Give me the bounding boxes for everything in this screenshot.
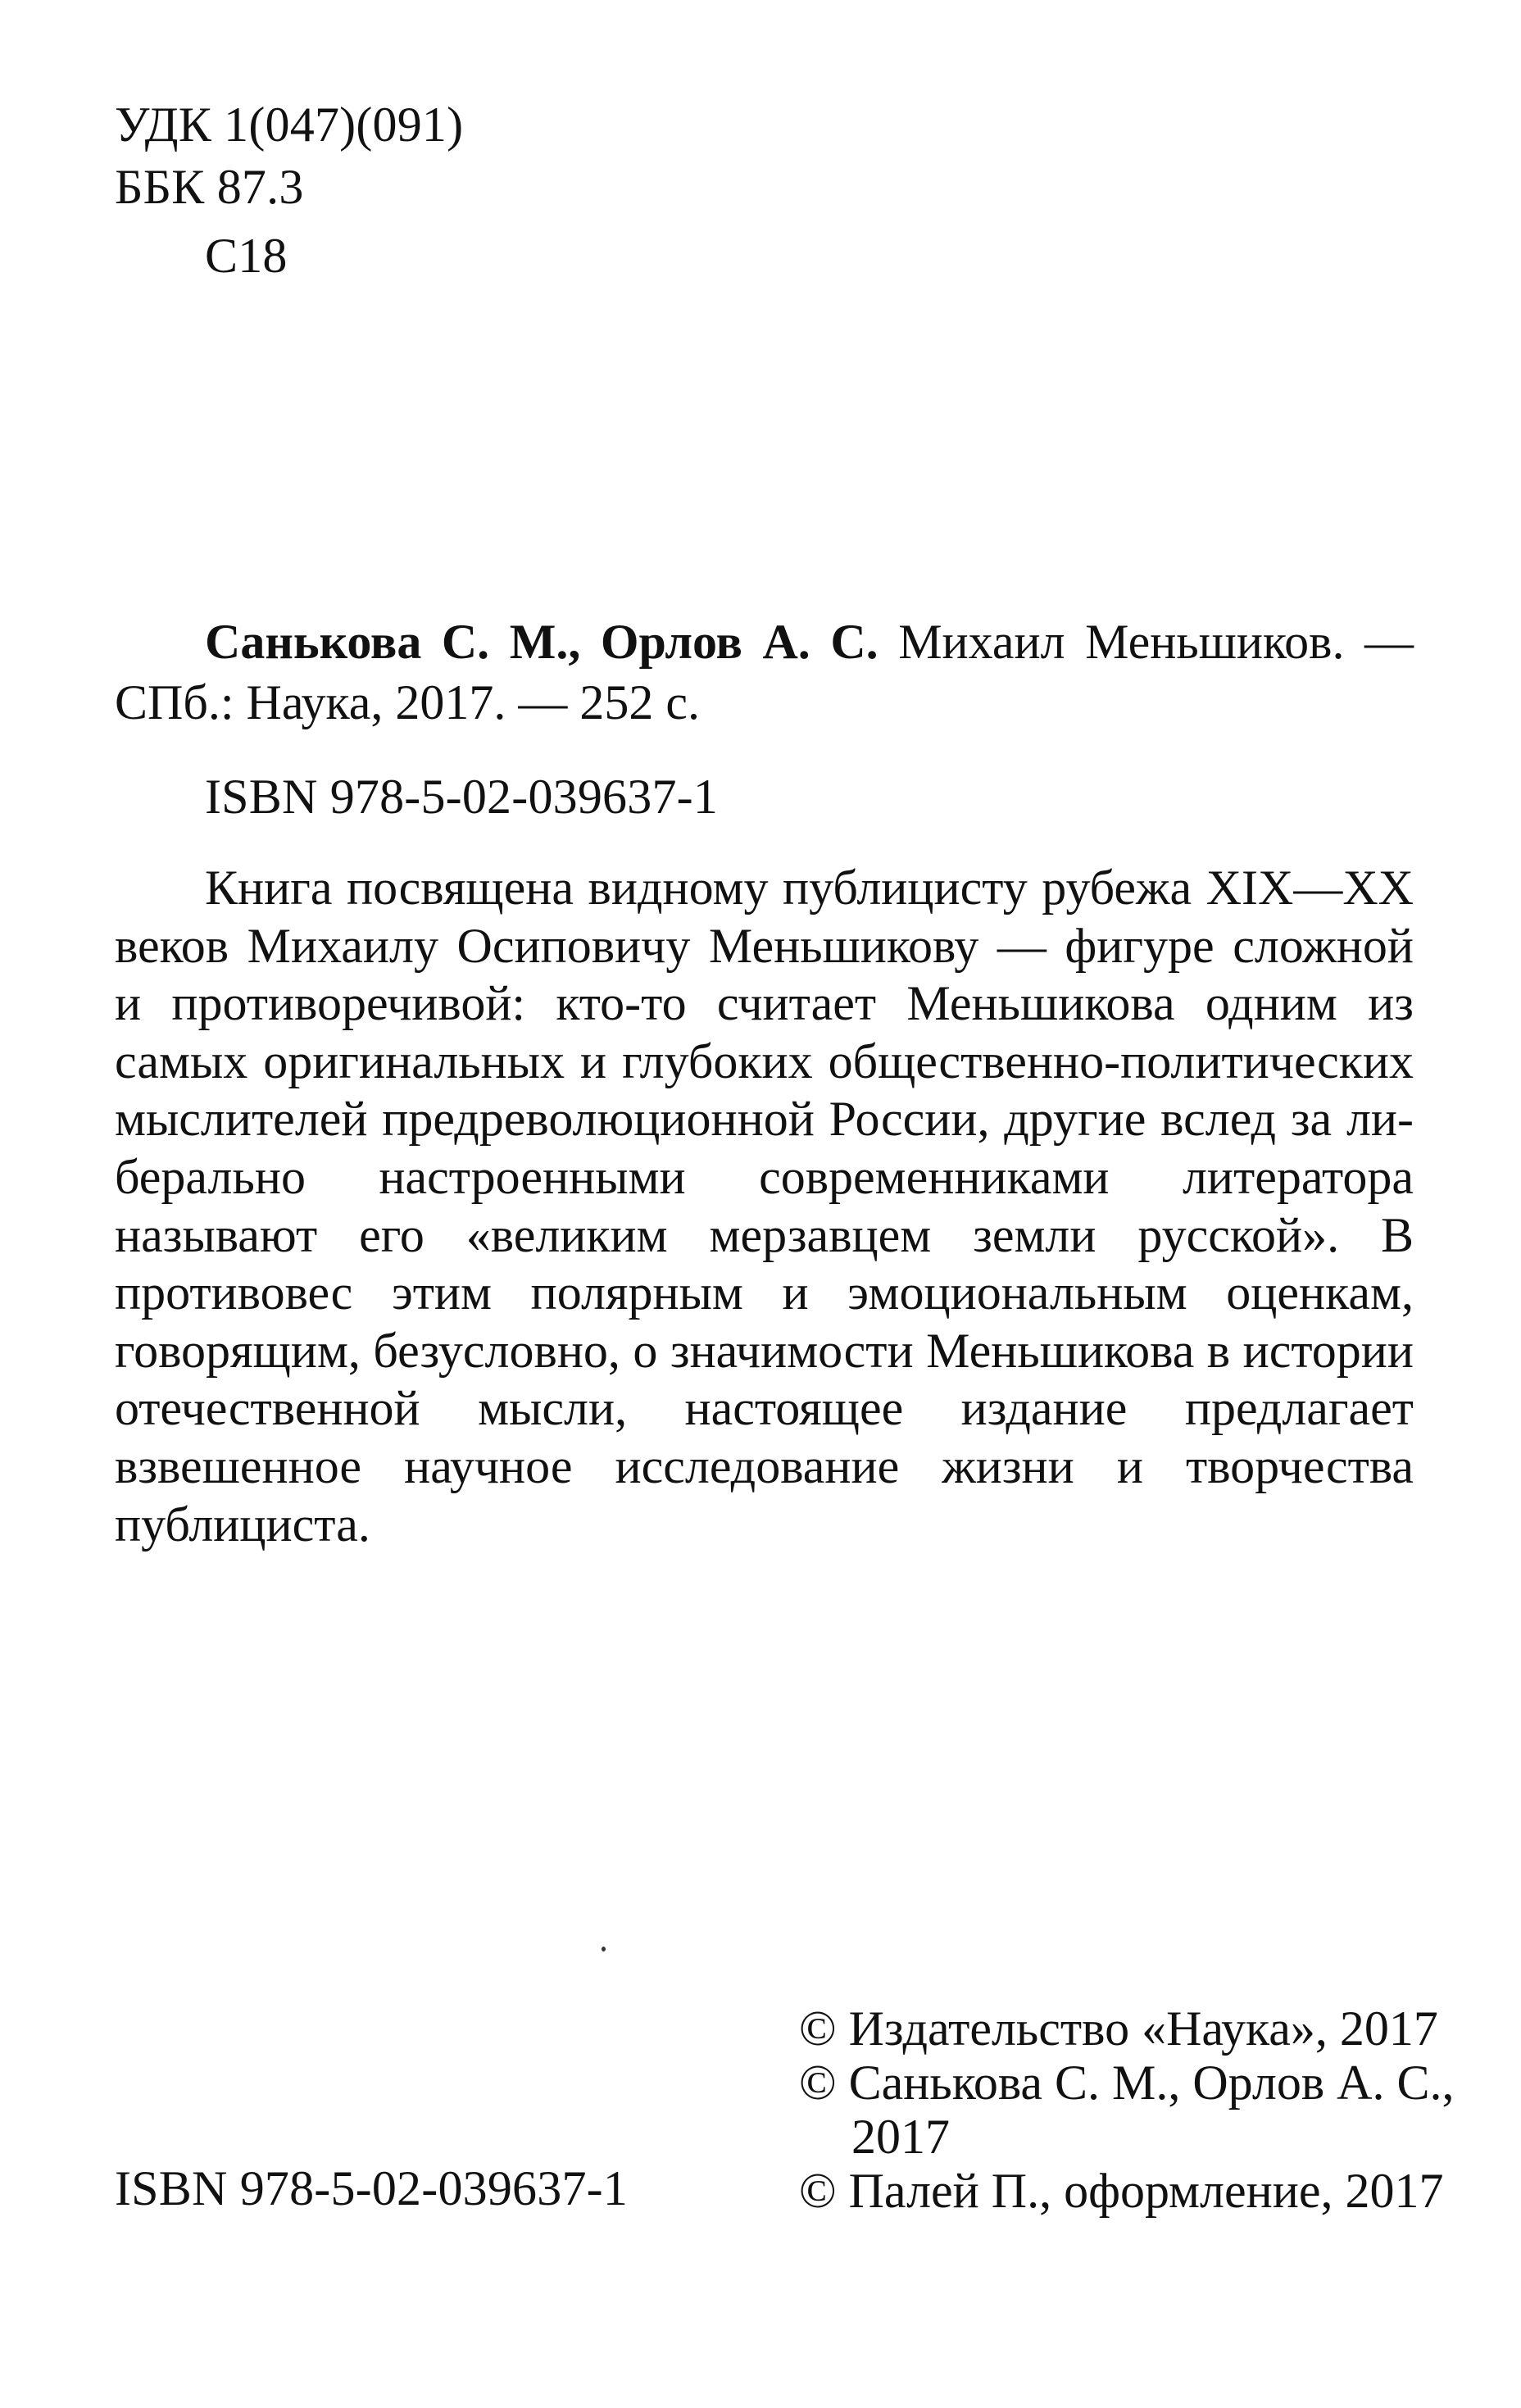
copyright-publisher: © Издательство «Наука», 2017 bbox=[799, 2001, 1438, 2056]
copyright-design: © Палей П., оформление, 2017 bbox=[799, 2164, 1444, 2218]
author-mark: С18 bbox=[205, 229, 288, 283]
isbn-top: ISBN 978-5-02-039637-1 bbox=[205, 770, 719, 824]
bibliographic-line-2: СПб.: Наука, 2017. — 252 с. bbox=[115, 675, 700, 729]
book-title: Михаил Меньшиков. — bbox=[878, 615, 1414, 669]
isbn-bottom: ISBN 978-5-02-039637-1 bbox=[115, 2161, 629, 2215]
bibliographic-line-1 bbox=[115, 611, 1414, 672]
bbk-code: ББК 87.3 bbox=[115, 160, 304, 214]
abstract-paragraph: Книга посвящена видному публицисту рубежа XIX—XX веков Михаилу Осиповичу Меньшикову — фигуре сложной и противоречивой: кто-то считает Меньшикова одним из самых оригинальных и глубоких общественно-политических мыслителей предреволюционной России, другие вслед за либерально настроенными современниками литератора называют его «великим мерзавцем земли русской». В противовес этим полярным и эмоциональным оценкам, говорящим, безусловно, о значимости Меньшикова в истории отечественной мысли, настоящее издание предлагает взвешенное научное исследование жизни и творчества публициста. bbox=[115, 861, 1414, 1552]
printing-speck bbox=[602, 1947, 606, 1951]
bibliographic-record bbox=[115, 611, 1414, 733]
copyright-authors: © Санькова С. М., Орлов А. С., bbox=[799, 2056, 1455, 2110]
copyright-authors-year: 2017 bbox=[851, 2110, 950, 2164]
udk-code: УДК 1(047)(091) bbox=[115, 98, 464, 152]
authors: Санькова С. М., Орлов А. С. bbox=[205, 615, 879, 669]
copyright-block bbox=[799, 2001, 1455, 2218]
